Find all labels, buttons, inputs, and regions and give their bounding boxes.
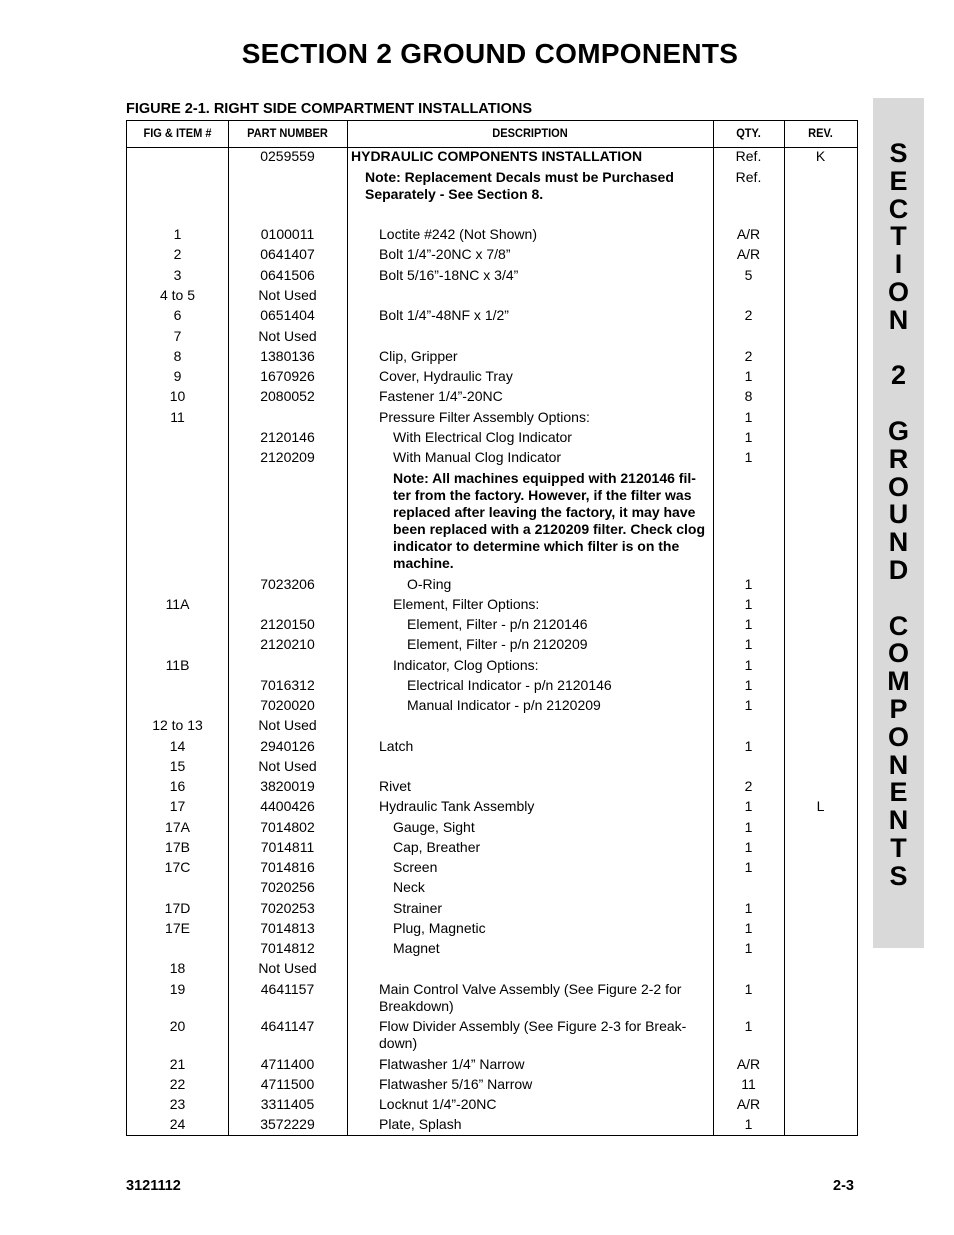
- qty-cell: 1: [744, 636, 753, 652]
- column-divider: [784, 121, 785, 1135]
- qty-cell: 1: [744, 900, 753, 916]
- description-cell: HYDRAULIC COMPONENTS INSTALLATION: [351, 148, 643, 164]
- side-tab-letter: C: [888, 610, 909, 641]
- fig-item-cell: 21: [169, 1056, 186, 1072]
- qty-cell: A/R: [736, 1096, 761, 1112]
- part-number-cell: 7014812: [260, 940, 315, 956]
- description-cell: Fastener 1/4”-20NC: [379, 388, 503, 404]
- description-cell: been replaced with a 2120209 filter. Check clog: [393, 521, 706, 537]
- side-tab-letter: N: [888, 527, 909, 558]
- side-tab-letter: [873, 585, 924, 613]
- fig-item-cell: 11B: [165, 657, 190, 673]
- part-number-cell: 0641407: [260, 246, 315, 262]
- side-tab-letter: D: [888, 554, 909, 585]
- description-cell: Rivet: [379, 778, 411, 794]
- part-number-cell: 7014802: [260, 819, 315, 835]
- qty-cell: A/R: [736, 246, 761, 262]
- qty-cell: A/R: [736, 1056, 761, 1072]
- description-cell: Plug, Magnetic: [393, 920, 486, 936]
- qty-cell: 8: [744, 388, 753, 404]
- fig-item-cell: 3: [173, 267, 182, 283]
- rev-cell: K: [815, 148, 826, 164]
- fig-item-cell: 22: [169, 1076, 186, 1092]
- section-title: SECTION 2 GROUND COMPONENTS: [241, 38, 739, 69]
- description-cell: Locknut 1/4”-20NC: [379, 1096, 497, 1112]
- description-cell: Bolt 1/4”-20NC x 7/8”: [379, 246, 511, 262]
- side-tab-letter: U: [888, 499, 909, 530]
- fig-item-cell: 12 to 13: [152, 717, 203, 733]
- part-number-cell: 2120209: [260, 449, 315, 465]
- qty-cell: 1: [744, 940, 753, 956]
- part-number-cell: Not Used: [258, 328, 317, 344]
- side-tab-letter: G: [887, 415, 909, 446]
- description-cell: Element, Filter - p/n 2120146: [407, 616, 588, 632]
- fig-item-cell: 11A: [165, 596, 190, 612]
- description-cell: Magnet: [393, 940, 440, 956]
- qty-cell: 1: [744, 576, 753, 592]
- part-number-cell: 0651404: [260, 307, 315, 323]
- side-tab-letter: O: [887, 721, 909, 752]
- part-number-cell: 3820019: [260, 778, 315, 794]
- description-cell: Bolt 1/4”-48NF x 1/2”: [379, 307, 509, 323]
- description-cell: Latch: [379, 738, 414, 754]
- description-cell: ter from the factory. However, if the filter was: [393, 487, 692, 503]
- side-tab-letter: T: [890, 832, 907, 863]
- fig-item-cell: 11: [170, 409, 185, 425]
- fig-item-cell: 23: [169, 1096, 186, 1112]
- qty-cell: 1: [744, 368, 753, 384]
- description-cell: Gauge, Sight: [393, 819, 475, 835]
- description-cell: Note: Replacement Decals must be Purchased: [365, 169, 674, 185]
- part-number-cell: 7020256: [260, 879, 315, 895]
- part-number-cell: 7014813: [260, 920, 315, 936]
- part-number-cell: Not Used: [258, 960, 317, 976]
- fig-item-cell: 4 to 5: [159, 287, 196, 303]
- part-number-cell: Not Used: [258, 758, 317, 774]
- side-tab-letter: N: [888, 805, 909, 836]
- description-cell: With Manual Clog Indicator: [393, 449, 562, 465]
- description-cell: Hydraulic Tank Assembly: [379, 798, 535, 814]
- part-number-cell: 7023206: [260, 576, 315, 592]
- part-number-cell: 0641506: [260, 267, 315, 283]
- side-tab-letters: [873, 140, 924, 891]
- qty-cell: 1: [744, 798, 753, 814]
- part-number-cell: 2120146: [260, 429, 315, 445]
- qty-cell: 2: [744, 778, 753, 794]
- side-tab-letter: 2: [890, 360, 907, 391]
- part-number-cell: 4711500: [260, 1076, 315, 1092]
- qty-cell: 1: [744, 859, 753, 875]
- header-fig-item: FIG & ITEM #: [143, 126, 212, 140]
- qty-cell: 1: [744, 1018, 753, 1034]
- description-cell: replaced after leaving the factory, it may have: [393, 504, 696, 520]
- description-cell: With Electrical Clog Indicator: [393, 429, 572, 445]
- fig-item-cell: 17: [169, 798, 186, 814]
- qty-cell: 1: [744, 839, 753, 855]
- qty-cell: 1: [744, 449, 753, 465]
- qty-cell: 1: [744, 409, 753, 425]
- fig-item-cell: 1: [173, 226, 182, 242]
- part-number-cell: 7016312: [260, 677, 315, 693]
- qty-cell: 1: [744, 981, 753, 997]
- description-cell: Flatwasher 1/4” Narrow: [379, 1056, 525, 1072]
- fig-item-cell: 6: [173, 307, 182, 323]
- fig-item-cell: 17C: [164, 859, 191, 875]
- fig-item-cell: 17D: [164, 900, 191, 916]
- fig-item-cell: 2: [173, 246, 182, 262]
- side-tab-letter: [873, 390, 924, 418]
- fig-item-cell: 24: [169, 1116, 186, 1132]
- description-cell: Flatwasher 5/16” Narrow: [379, 1076, 533, 1092]
- part-number-cell: 0259559: [260, 148, 315, 164]
- header-part-number: PART NUMBER: [247, 126, 328, 140]
- parts-table: [126, 120, 858, 1136]
- qty-cell: 1: [744, 596, 753, 612]
- side-tab-letter: O: [887, 276, 909, 307]
- description-cell: Bolt 5/16”-18NC x 3/4”: [379, 267, 519, 283]
- description-cell: machine.: [393, 555, 454, 571]
- fig-item-cell: 20: [169, 1018, 186, 1034]
- description-cell: Loctite #242 (Not Shown): [379, 226, 537, 242]
- description-cell: indicator to determine which filter is on the: [393, 538, 680, 554]
- part-number-cell: 4400426: [260, 798, 315, 814]
- header-qty: QTY.: [736, 126, 761, 140]
- part-number-cell: 1670926: [260, 368, 315, 384]
- side-tab-letter: T: [890, 221, 907, 252]
- description-cell: Element, Filter - p/n 2120209: [407, 636, 588, 652]
- fig-item-cell: 9: [173, 368, 182, 384]
- rev-cell: L: [816, 798, 825, 814]
- description-cell: Screen: [393, 859, 438, 875]
- part-number-cell: 2080052: [260, 388, 315, 404]
- description-cell: Electrical Indicator - p/n 2120146: [407, 677, 612, 693]
- description-cell: Plate, Splash: [379, 1116, 462, 1132]
- description-cell: Main Control Valve Assembly (See Figure 2-2 for: [379, 981, 682, 997]
- qty-cell: 11: [741, 1076, 756, 1092]
- description-cell: Breakdown): [379, 998, 454, 1014]
- part-number-cell: 7014811: [260, 839, 315, 855]
- fig-item-cell: 17E: [165, 920, 190, 936]
- side-tab-letter: N: [888, 304, 909, 335]
- fig-item-cell: 14: [169, 738, 186, 754]
- description-cell: Clip, Gripper: [379, 348, 458, 364]
- qty-cell: 1: [744, 738, 753, 754]
- part-number-cell: 3311405: [260, 1096, 315, 1112]
- description-cell: Manual Indicator - p/n 2120209: [407, 697, 601, 713]
- description-cell: Note: All machines equipped with 2120146 fil-: [393, 470, 696, 486]
- qty-cell: 2: [744, 348, 753, 364]
- part-number-cell: 1380136: [260, 348, 315, 364]
- fig-item-cell: 15: [169, 758, 186, 774]
- qty-cell: A/R: [736, 226, 761, 242]
- description-cell: Cover, Hydraulic Tray: [379, 368, 513, 384]
- description-cell: down): [379, 1035, 418, 1051]
- side-tab-letter: O: [887, 638, 909, 669]
- fig-item-cell: 16: [169, 778, 186, 794]
- side-tab-letter: P: [889, 693, 908, 724]
- fig-item-cell: 17A: [165, 819, 190, 835]
- part-number-cell: 4711400: [260, 1056, 315, 1072]
- description-cell: Strainer: [393, 900, 443, 916]
- part-number-cell: 4641157: [260, 981, 315, 997]
- part-number-cell: 7020020: [260, 697, 315, 713]
- part-number-cell: 4641147: [260, 1018, 315, 1034]
- part-number-cell: 2120150: [260, 616, 315, 632]
- qty-cell: Ref.: [735, 148, 762, 164]
- column-divider: [347, 121, 348, 1135]
- qty-cell: 1: [744, 819, 753, 835]
- description-cell: Neck: [393, 879, 425, 895]
- description-cell: Indicator, Clog Options:: [393, 657, 539, 673]
- side-tab-letter: I: [894, 249, 903, 280]
- qty-cell: 2: [744, 307, 753, 323]
- part-number-cell: Not Used: [258, 717, 317, 733]
- side-tab-letter: E: [889, 777, 908, 808]
- qty-cell: Ref.: [735, 169, 762, 185]
- part-number-cell: 7020253: [260, 900, 315, 916]
- qty-cell: 1: [744, 697, 753, 713]
- fig-item-cell: 10: [169, 388, 186, 404]
- description-cell: Cap, Breather: [393, 839, 481, 855]
- fig-item-cell: 19: [169, 981, 186, 997]
- description-cell: Separately - See Section 8.: [365, 186, 544, 202]
- qty-cell: 1: [744, 677, 753, 693]
- fig-item-cell: 8: [173, 348, 182, 364]
- side-tab-letter: M: [887, 666, 910, 697]
- description-cell: Flow Divider Assembly (See Figure 2-3 for Break-: [379, 1018, 687, 1034]
- side-tab-letter: E: [889, 165, 908, 196]
- part-number-cell: 2940126: [260, 738, 315, 754]
- section-side-tab: [873, 98, 924, 948]
- description-cell: O-Ring: [407, 576, 452, 592]
- qty-cell: 1: [744, 920, 753, 936]
- description-cell: Element, Filter Options:: [393, 596, 540, 612]
- header-description: DESCRIPTION: [492, 126, 568, 140]
- part-number-cell: 0100011: [260, 226, 315, 242]
- fig-item-cell: 17B: [165, 839, 190, 855]
- figure-title: FIGURE 2-1. RIGHT SIDE COMPARTMENT INSTALLATIONS: [126, 101, 532, 117]
- side-tab-letter: O: [887, 471, 909, 502]
- part-number-cell: 7014816: [260, 859, 315, 875]
- side-tab-letter: S: [889, 138, 908, 168]
- page-number: 2-3: [833, 1178, 854, 1194]
- qty-cell: 1: [744, 1116, 753, 1132]
- side-tab-letter: S: [889, 860, 908, 891]
- qty-cell: 1: [744, 657, 753, 673]
- qty-cell: 5: [744, 267, 753, 283]
- side-tab-letter: R: [888, 443, 909, 474]
- side-tab-letter: [873, 335, 924, 363]
- side-tab-letter: N: [888, 749, 909, 780]
- qty-cell: 1: [744, 429, 753, 445]
- qty-cell: 1: [744, 616, 753, 632]
- description-cell: Pressure Filter Assembly Options:: [379, 409, 590, 425]
- part-number-cell: 2120210: [260, 636, 315, 652]
- header-rev: REV.: [808, 126, 833, 140]
- part-number-cell: Not Used: [258, 287, 317, 303]
- part-number-cell: 3572229: [260, 1116, 315, 1132]
- document-number: 3121112: [126, 1178, 181, 1194]
- fig-item-cell: 18: [169, 960, 186, 976]
- fig-item-cell: 7: [173, 328, 182, 344]
- side-tab-letter: C: [888, 193, 909, 224]
